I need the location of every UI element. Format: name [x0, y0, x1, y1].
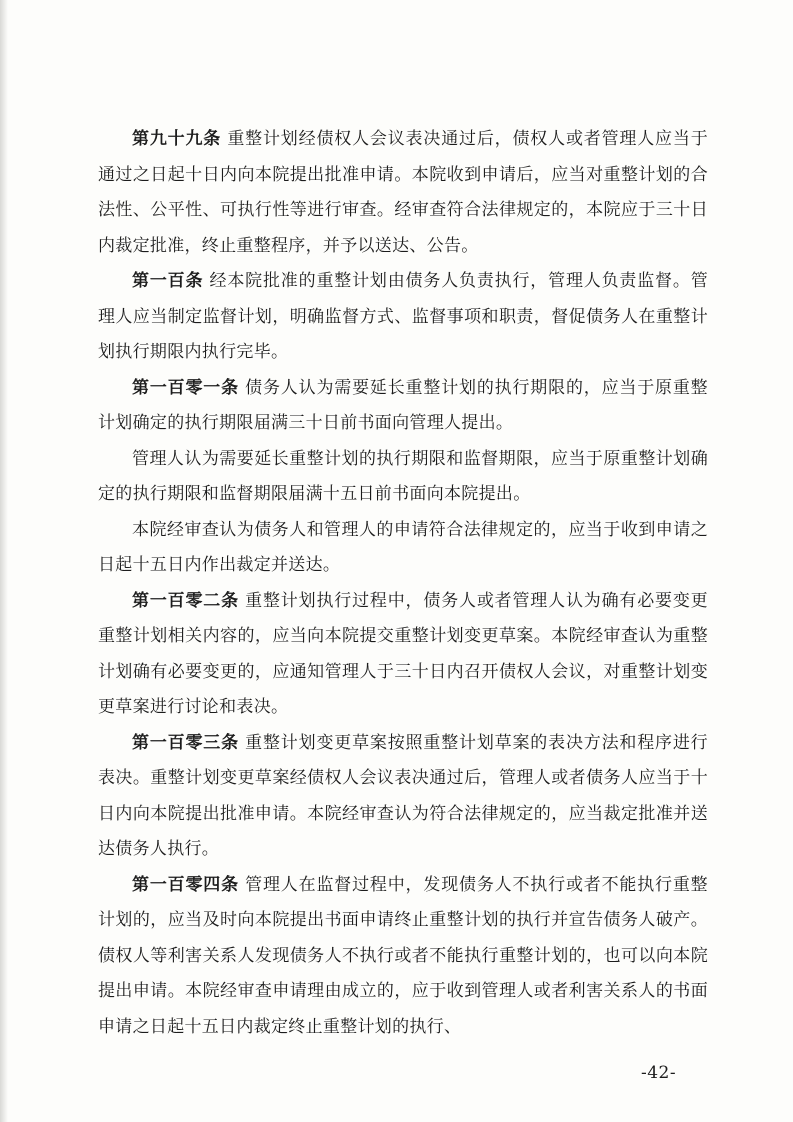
article-heading: 第一百条 [132, 271, 204, 291]
paragraph-text: 重整计划经债权人会议表决通过后，债权人或者管理人应当于通过之日起十日内向本院提出批准申请。本院收到申请后，应当对重整计划的合法性、公平性、可执行性等进行审查。经审查符合法律规定的，本院应于三十日内裁定批准，终止重整程序，并予以送达、公告。 [98, 129, 708, 256]
paragraph-article-101-clause-2 [98, 442, 708, 513]
paragraph-text: 经本院批准的重整计划由债务人负责执行，管理人负责监督。管理人应当制定监督计划，明确监督方式、监督事项和职责，督促债务人在重整计划执行期限内执行完毕。 [98, 271, 709, 362]
article-heading: 第一百零四条 [132, 874, 239, 895]
article-heading: 第九十九条 [132, 129, 222, 149]
article-heading: 第一百零三条 [132, 732, 239, 753]
paragraph-text: 重整计划执行过程中，债务人或者管理人认为确有必要变更重整计划相关内容的，应当向本院提交重整计划变更草案。本院经审查认为重整计划确有必要变更的，应通知管理人于三十日内召开债权人会议，对重整计划变更草案进行讨论和表决。 [98, 590, 708, 717]
paragraph-text: 债务人认为需要延长重整计划的执行期限的，应当于原重整计划确定的执行期限届满三十日前书面向管理人提出。 [98, 377, 708, 433]
paragraph-article-101 [98, 371, 708, 442]
page-number: -42- [641, 1063, 677, 1083]
article-heading: 第一百零一条 [132, 377, 239, 398]
paragraph-text: 管理人认为需要延长重整计划的执行期限和监督期限，应当于原重整计划确定的执行期限和监督期限届满十五日前书面向本院提出。 [98, 448, 708, 504]
paragraph-article-100 [98, 264, 708, 371]
page-edge-shadow [0, 0, 8, 1122]
paragraph-text: 重整计划变更草案按照重整计划草案的表决方法和程序进行表决。重整计划变更草案经债权人会议表决通过后，管理人或者债务人应当于十日内向本院提出批准申请。本院经审查认为符合法律规定的，应当裁定批准并送达债务人执行。 [98, 732, 708, 859]
article-heading: 第一百零二条 [132, 590, 239, 611]
paragraph-text: 本院经审查认为债务人和管理人的申请符合法律规定的，应当于收到申请之日起十五日内作出裁定并送达。 [98, 519, 708, 575]
paragraph-text: 管理人在监督过程中，发现债务人不执行或者不能执行重整计划的，应当及时向本院提出书面申请终止重整计划的执行并宣告债务人破产。债权人等利害关系人发现债务人不执行或者不能执行重整计划的，也可以向本院提出申请。本院经审查申请理由成立的，应于收到管理人或者利害关系人的书面申请之日起十五日内裁定终止重整计划的执行、 [98, 874, 708, 1037]
paragraph-article-104 [98, 868, 708, 1046]
paragraph-article-103 [98, 726, 708, 868]
paragraph-article-99 [98, 122, 708, 264]
document-body [98, 122, 708, 1045]
paragraph-article-102 [98, 584, 708, 726]
paragraph-article-101-clause-3 [98, 513, 708, 584]
